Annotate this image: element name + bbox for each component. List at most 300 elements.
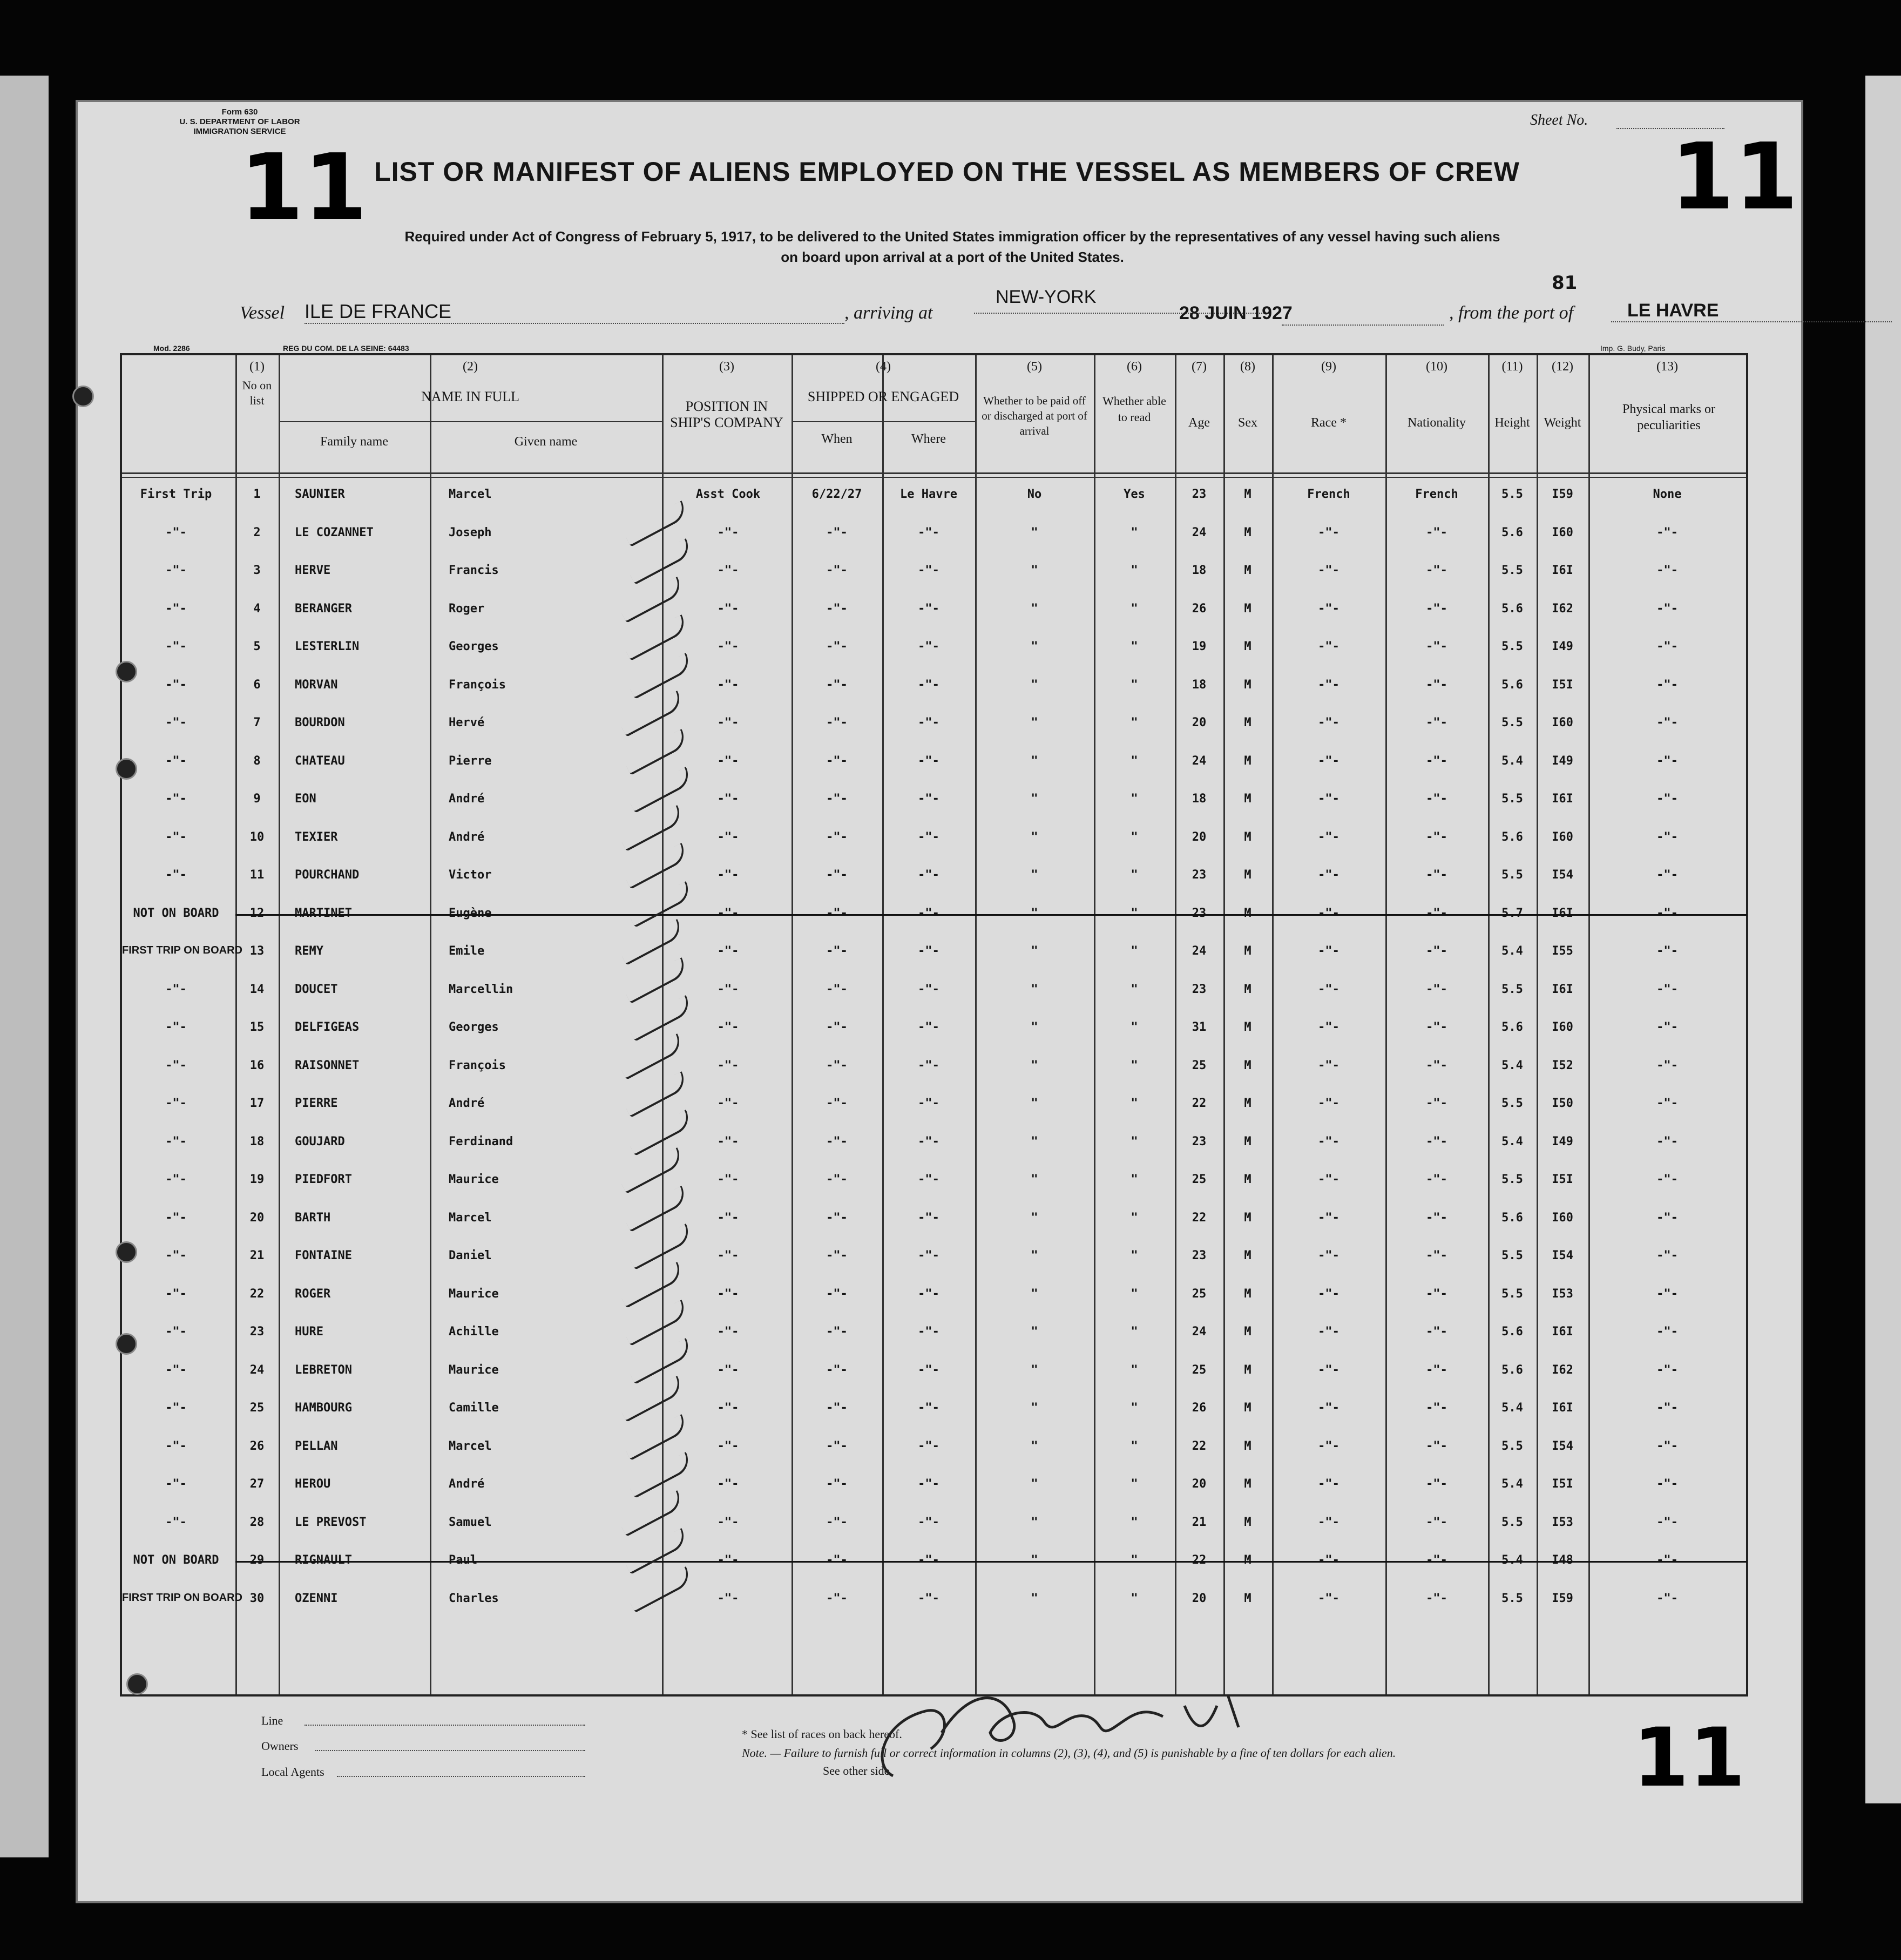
cell-where: -"- bbox=[918, 868, 939, 882]
cell-read: " bbox=[1131, 564, 1138, 577]
form-subtitle bbox=[218, 226, 1687, 267]
cell-when: -"- bbox=[826, 1325, 848, 1339]
cell-paid: " bbox=[1031, 1515, 1038, 1529]
owners-label: Owners bbox=[261, 1739, 299, 1753]
cell-race: -"- bbox=[1318, 1173, 1340, 1186]
cell-given: Hervé bbox=[449, 716, 485, 729]
cell-position: -"- bbox=[717, 754, 739, 768]
cell-no: 1 bbox=[253, 488, 261, 501]
cell-when: -"- bbox=[826, 754, 848, 768]
cell-given: Camille bbox=[449, 1401, 499, 1415]
cell-read: " bbox=[1131, 1553, 1138, 1567]
cell-sex: M bbox=[1244, 1058, 1251, 1072]
cell-weight: I60 bbox=[1552, 1020, 1573, 1034]
cell-where: -"- bbox=[918, 1287, 939, 1301]
cell-given: Joseph bbox=[449, 525, 492, 539]
cell-weight: I60 bbox=[1552, 525, 1573, 539]
cell-no: 3 bbox=[253, 564, 261, 577]
cell-when: -"- bbox=[826, 1058, 848, 1072]
cell-where: -"- bbox=[918, 1591, 939, 1605]
cell-read: " bbox=[1131, 1058, 1138, 1072]
cell-race: -"- bbox=[1318, 1211, 1340, 1225]
local-agents-label: Local Agents bbox=[261, 1765, 324, 1779]
cell-marks: -"- bbox=[1656, 830, 1678, 844]
form-number: Form 630 bbox=[221, 107, 258, 117]
cell-sex: M bbox=[1244, 564, 1251, 577]
cell-sex: M bbox=[1244, 1477, 1251, 1491]
cell-sex: M bbox=[1244, 716, 1251, 729]
cell-height: 5.4 bbox=[1501, 754, 1523, 768]
cell-family: HURE bbox=[295, 1325, 323, 1339]
cell-marks: -"- bbox=[1656, 1591, 1678, 1605]
cell-position: -"- bbox=[717, 868, 739, 882]
cell-nationality: -"- bbox=[1426, 906, 1447, 920]
cell-race: -"- bbox=[1318, 792, 1340, 806]
line-field bbox=[305, 1725, 585, 1726]
punch-hole bbox=[116, 661, 137, 682]
cell-family: MORVAN bbox=[295, 678, 338, 692]
cell-race: -"- bbox=[1318, 525, 1340, 539]
cell-sex: M bbox=[1244, 488, 1251, 501]
cell-marks: -"- bbox=[1656, 1401, 1678, 1415]
tick-mark bbox=[623, 1300, 690, 1346]
cell-position: -"- bbox=[717, 1058, 739, 1072]
cell-marks: -"- bbox=[1656, 1020, 1678, 1034]
cell-marks: -"- bbox=[1656, 1363, 1678, 1377]
cell-given: Pierre bbox=[449, 754, 492, 768]
col10-heading: Nationality bbox=[1408, 416, 1466, 430]
cell-given: François bbox=[449, 678, 506, 692]
cell-age: 25 bbox=[1192, 1287, 1207, 1301]
col8-number: (8) bbox=[1240, 360, 1255, 374]
cell-when: -"- bbox=[826, 1439, 848, 1453]
cell-sex: M bbox=[1244, 906, 1251, 920]
cell-nationality: -"- bbox=[1426, 944, 1447, 958]
cell-no: 23 bbox=[249, 1325, 265, 1339]
cell-where: -"- bbox=[918, 1439, 939, 1453]
cell-position: -"- bbox=[717, 1553, 739, 1567]
cell-when: -"- bbox=[826, 716, 848, 729]
sheet-number-bottom: 11 bbox=[1633, 1711, 1746, 1805]
cell-note: -"- bbox=[165, 1515, 187, 1529]
tick-mark bbox=[627, 767, 694, 813]
cell-where: -"- bbox=[918, 792, 939, 806]
cell-when: -"- bbox=[826, 1363, 848, 1377]
cell-when: 6/22/27 bbox=[811, 488, 862, 501]
cell-paid: " bbox=[1031, 1134, 1038, 1148]
cell-no: 6 bbox=[253, 678, 261, 692]
tick-mark bbox=[619, 1147, 686, 1194]
cell-family: PELLAN bbox=[295, 1439, 338, 1453]
cell-paid: " bbox=[1031, 754, 1038, 768]
cell-note: -"- bbox=[165, 1363, 187, 1377]
cell-where: -"- bbox=[918, 944, 939, 958]
cell-height: 5.5 bbox=[1501, 716, 1523, 729]
col5-number: (5) bbox=[1027, 360, 1042, 374]
col6-heading: Whether able to read bbox=[1102, 394, 1166, 424]
cell-family: ROGER bbox=[295, 1287, 331, 1301]
tick-mark bbox=[619, 691, 686, 737]
cell-age: 25 bbox=[1192, 1363, 1207, 1377]
cell-given: Achille bbox=[449, 1325, 499, 1339]
col9-heading: Race * bbox=[1311, 416, 1347, 430]
cell-position: -"- bbox=[717, 982, 739, 996]
cell-where: -"- bbox=[918, 1211, 939, 1225]
cell-where: -"- bbox=[918, 640, 939, 653]
cell-no: 10 bbox=[249, 830, 265, 844]
cell-weight: I6I bbox=[1552, 1401, 1573, 1415]
form-header bbox=[159, 107, 321, 137]
cell-no: 12 bbox=[249, 906, 265, 920]
tick-mark bbox=[623, 1186, 690, 1232]
cell-read: " bbox=[1131, 868, 1138, 882]
cell-sex: M bbox=[1244, 1325, 1251, 1339]
tick-mark bbox=[623, 501, 690, 547]
cell-read: " bbox=[1131, 1134, 1138, 1148]
cell-nationality: -"- bbox=[1426, 1439, 1447, 1453]
cell-note: -"- bbox=[165, 564, 187, 577]
cell-no: 13 bbox=[249, 944, 265, 958]
cell-family: SAUNIER bbox=[295, 488, 345, 501]
cell-weight: I60 bbox=[1552, 716, 1573, 729]
cell-family: LEBRETON bbox=[295, 1363, 352, 1377]
cell-nationality: -"- bbox=[1426, 1477, 1447, 1491]
cell-where: -"- bbox=[918, 1134, 939, 1148]
cell-height: 5.4 bbox=[1501, 1553, 1523, 1567]
cell-read: " bbox=[1131, 906, 1138, 920]
cell-weight: I54 bbox=[1552, 868, 1573, 882]
local-agents-field bbox=[337, 1776, 585, 1777]
cell-no: 18 bbox=[249, 1134, 265, 1148]
cell-paid: No bbox=[1027, 488, 1042, 501]
cell-age: 22 bbox=[1192, 1211, 1207, 1225]
sheet-number-left: 11 bbox=[240, 134, 368, 241]
cell-given: Maurice bbox=[449, 1363, 499, 1377]
subtitle-line-1: Required under Act of Congress of February 5, 1917, to be delivered to the United States immigration officer by the representatives of any vessel having such aliens bbox=[404, 228, 1500, 245]
cell-note: -"- bbox=[165, 1058, 187, 1072]
cell-height: 5.6 bbox=[1501, 1211, 1523, 1225]
cell-height: 5.5 bbox=[1501, 564, 1523, 577]
cell-note: -"- bbox=[165, 1439, 187, 1453]
cell-height: 5.6 bbox=[1501, 525, 1523, 539]
cell-paid: " bbox=[1031, 640, 1038, 653]
cell-given: Marcel bbox=[449, 1211, 492, 1225]
vessel-name: ILE DE FRANCE bbox=[305, 300, 844, 324]
cell-height: 5.6 bbox=[1501, 678, 1523, 692]
cell-race: -"- bbox=[1318, 868, 1340, 882]
cell-nationality: -"- bbox=[1426, 1211, 1447, 1225]
department: U. S. DEPARTMENT OF LABOR bbox=[179, 117, 300, 126]
cell-age: 24 bbox=[1192, 754, 1207, 768]
cell-no: 28 bbox=[249, 1515, 265, 1529]
cell-family: GOUJARD bbox=[295, 1134, 345, 1148]
cell-family: LESTERLIN bbox=[295, 640, 360, 653]
cell-position: -"- bbox=[717, 1020, 739, 1034]
cell-no: 27 bbox=[249, 1477, 265, 1491]
cell-weight: I52 bbox=[1552, 1058, 1573, 1072]
cell-height: 5.5 bbox=[1501, 640, 1523, 653]
cell-position: -"- bbox=[717, 830, 739, 844]
cell-where: -"- bbox=[918, 830, 939, 844]
cell-family: TEXIER bbox=[295, 830, 338, 844]
cell-paid: " bbox=[1031, 830, 1038, 844]
cell-read: " bbox=[1131, 1591, 1138, 1605]
cell-nationality: -"- bbox=[1426, 716, 1447, 729]
cell-nationality: -"- bbox=[1426, 792, 1447, 806]
cell-nationality: -"- bbox=[1426, 678, 1447, 692]
cell-age: 23 bbox=[1192, 982, 1207, 996]
cell-age: 18 bbox=[1192, 678, 1207, 692]
departure-port: LE HAVRE bbox=[1611, 300, 1892, 322]
cell-where: -"- bbox=[918, 1173, 939, 1186]
cell-no: 30 bbox=[249, 1591, 265, 1605]
cell-no: 7 bbox=[253, 716, 261, 729]
cell-sex: M bbox=[1244, 1134, 1251, 1148]
cell-marks: -"- bbox=[1656, 868, 1678, 882]
cell-race: -"- bbox=[1318, 982, 1340, 996]
tick-mark bbox=[623, 1528, 690, 1574]
cell-marks: -"- bbox=[1656, 564, 1678, 577]
cell-sex: M bbox=[1244, 1020, 1251, 1034]
cell-position: -"- bbox=[717, 1591, 739, 1605]
cell-marks: -"- bbox=[1656, 1325, 1678, 1339]
cell-where: -"- bbox=[918, 601, 939, 616]
cell-note: -"- bbox=[165, 525, 187, 539]
cell-race: -"- bbox=[1318, 1134, 1340, 1148]
cell-height: 5.4 bbox=[1501, 1401, 1523, 1415]
cell-given: Francis bbox=[449, 564, 499, 577]
cell-marks: -"- bbox=[1656, 792, 1678, 806]
cell-nationality: -"- bbox=[1426, 1249, 1447, 1262]
cell-given: Eugène bbox=[449, 906, 492, 920]
cell-given: Marcellin bbox=[449, 982, 513, 996]
voyage-line bbox=[240, 287, 1805, 330]
tick-mark bbox=[619, 919, 686, 965]
cell-race: -"- bbox=[1318, 601, 1340, 616]
cell-age: 22 bbox=[1192, 1097, 1207, 1110]
cell-note: NOT ON BOARD bbox=[133, 1553, 219, 1567]
cell-weight: I6I bbox=[1552, 906, 1573, 920]
cell-no: 25 bbox=[249, 1401, 265, 1415]
punch-hole bbox=[116, 1333, 137, 1355]
cell-age: 23 bbox=[1192, 906, 1207, 920]
cell-race: -"- bbox=[1318, 906, 1340, 920]
cell-paid: " bbox=[1031, 1287, 1038, 1301]
mod-number: Mod. 2286 bbox=[153, 344, 190, 353]
cell-note: -"- bbox=[165, 754, 187, 768]
cell-height: 5.6 bbox=[1501, 1020, 1523, 1034]
cell-marks: -"- bbox=[1656, 716, 1678, 729]
cell-sex: M bbox=[1244, 1401, 1251, 1415]
cell-nationality: -"- bbox=[1426, 754, 1447, 768]
cell-family: BERANGER bbox=[295, 601, 352, 616]
cell-no: 14 bbox=[249, 982, 265, 996]
cell-family: DOUCET bbox=[295, 982, 338, 996]
cell-nationality: -"- bbox=[1426, 1097, 1447, 1110]
col11-number: (11) bbox=[1501, 360, 1523, 374]
service: IMMIGRATION SERVICE bbox=[193, 127, 286, 136]
cell-given: Marcel bbox=[449, 488, 492, 501]
cell-family: HEROU bbox=[295, 1477, 331, 1491]
cell-weight: I60 bbox=[1552, 1211, 1573, 1225]
cell-note: -"- bbox=[165, 1287, 187, 1301]
cell-when: -"- bbox=[826, 1287, 848, 1301]
cell-read: " bbox=[1131, 1325, 1138, 1339]
cell-height: 5.7 bbox=[1501, 906, 1523, 920]
col12-number: (12) bbox=[1552, 360, 1573, 374]
header-divider bbox=[122, 472, 1746, 474]
cell-age: 20 bbox=[1192, 830, 1207, 844]
cell-height: 5.4 bbox=[1501, 1058, 1523, 1072]
cell-read: " bbox=[1131, 1439, 1138, 1453]
cell-nationality: -"- bbox=[1426, 564, 1447, 577]
cell-family: PIEDFORT bbox=[295, 1173, 352, 1186]
cell-position: -"- bbox=[717, 640, 739, 653]
cell-marks: -"- bbox=[1656, 601, 1678, 616]
tick-mark bbox=[619, 1033, 686, 1080]
races-note: * See list of races on back hereof. bbox=[742, 1727, 902, 1741]
cell-nationality: -"- bbox=[1426, 1515, 1447, 1529]
col8-heading: Sex bbox=[1238, 416, 1257, 430]
cell-weight: I50 bbox=[1552, 1097, 1573, 1110]
cell-read: " bbox=[1131, 1477, 1138, 1491]
cell-age: 24 bbox=[1192, 1325, 1207, 1339]
cell-when: -"- bbox=[826, 1591, 848, 1605]
cell-note: -"- bbox=[165, 1020, 187, 1034]
cell-sex: M bbox=[1244, 678, 1251, 692]
col11-heading: Height bbox=[1494, 416, 1530, 430]
cell-age: 25 bbox=[1192, 1173, 1207, 1186]
tick-mark bbox=[623, 957, 690, 1004]
cell-sex: M bbox=[1244, 792, 1251, 806]
cell-height: 5.6 bbox=[1501, 1325, 1523, 1339]
cell-weight: I49 bbox=[1552, 1134, 1573, 1148]
cell-sex: M bbox=[1244, 944, 1251, 958]
cell-height: 5.5 bbox=[1501, 868, 1523, 882]
cell-where: -"- bbox=[918, 678, 939, 692]
cell-note: -"- bbox=[165, 830, 187, 844]
cell-race: -"- bbox=[1318, 1249, 1340, 1262]
cell-paid: " bbox=[1031, 1173, 1038, 1186]
cell-no: 16 bbox=[249, 1058, 265, 1072]
cell-where: -"- bbox=[918, 1058, 939, 1072]
cell-read: " bbox=[1131, 982, 1138, 996]
cell-when: -"- bbox=[826, 1553, 848, 1567]
cell-weight: I6I bbox=[1552, 792, 1573, 806]
cell-no: 24 bbox=[249, 1363, 265, 1377]
cell-family: BARTH bbox=[295, 1211, 331, 1225]
cell-no: 21 bbox=[249, 1249, 265, 1262]
line-label: Line bbox=[261, 1714, 283, 1727]
cell-family: BOURDON bbox=[295, 716, 345, 729]
cell-position: -"- bbox=[717, 1401, 739, 1415]
cell-sex: M bbox=[1244, 982, 1251, 996]
cell-sex: M bbox=[1244, 1097, 1251, 1110]
tick-mark bbox=[627, 1566, 694, 1613]
cell-read: " bbox=[1131, 1363, 1138, 1377]
cell-nationality: -"- bbox=[1426, 1173, 1447, 1186]
cell-marks: -"- bbox=[1656, 1439, 1678, 1453]
cell-position: -"- bbox=[717, 1211, 739, 1225]
col6-number: (6) bbox=[1127, 360, 1142, 374]
col13-number: (13) bbox=[1656, 360, 1678, 374]
cell-where: -"- bbox=[918, 716, 939, 729]
cell-paid: " bbox=[1031, 792, 1038, 806]
punch-hole bbox=[116, 1241, 137, 1263]
cell-sex: M bbox=[1244, 601, 1251, 616]
cell-nationality: -"- bbox=[1426, 1134, 1447, 1148]
cell-race: -"- bbox=[1318, 640, 1340, 653]
cell-nationality: -"- bbox=[1426, 640, 1447, 653]
cell-nationality: -"- bbox=[1426, 601, 1447, 616]
vessel-label: Vessel bbox=[240, 303, 285, 323]
cell-family: HERVE bbox=[295, 564, 331, 577]
col10-number: (10) bbox=[1426, 360, 1447, 374]
cell-sex: M bbox=[1244, 830, 1251, 844]
tick-mark bbox=[623, 1071, 690, 1118]
cell-weight: I55 bbox=[1552, 944, 1573, 958]
cell-race: -"- bbox=[1318, 1439, 1340, 1453]
cell-marks: -"- bbox=[1656, 525, 1678, 539]
crew-table bbox=[120, 353, 1748, 1697]
cell-read: " bbox=[1131, 678, 1138, 692]
cell-marks: -"- bbox=[1656, 1173, 1678, 1186]
col4-where-heading: Where bbox=[911, 432, 946, 446]
cell-race: -"- bbox=[1318, 1515, 1340, 1529]
col3-number: (3) bbox=[719, 360, 734, 374]
cell-note: NOT ON BOARD bbox=[133, 906, 219, 920]
cell-sex: M bbox=[1244, 1211, 1251, 1225]
cell-when: -"- bbox=[826, 792, 848, 806]
cell-weight: I49 bbox=[1552, 640, 1573, 653]
cell-age: 26 bbox=[1192, 1401, 1207, 1415]
cell-sex: M bbox=[1244, 1287, 1251, 1301]
cell-read: " bbox=[1131, 754, 1138, 768]
cell-no: 2 bbox=[253, 525, 261, 539]
cell-paid: " bbox=[1031, 1553, 1038, 1567]
cell-race: -"- bbox=[1318, 1401, 1340, 1415]
cell-note: -"- bbox=[165, 1211, 187, 1225]
tick-mark bbox=[619, 577, 686, 623]
cell-age: 20 bbox=[1192, 1591, 1207, 1605]
cell-nationality: -"- bbox=[1426, 1591, 1447, 1605]
printer-credit: Imp. G. Budy, Paris bbox=[1600, 344, 1666, 353]
cell-age: 22 bbox=[1192, 1553, 1207, 1567]
cell-note: -"- bbox=[165, 1134, 187, 1148]
cell-paid: " bbox=[1031, 1097, 1038, 1110]
cell-when: -"- bbox=[826, 564, 848, 577]
cell-race: French bbox=[1307, 488, 1350, 501]
cell-sex: M bbox=[1244, 1439, 1251, 1453]
cell-age: 23 bbox=[1192, 1249, 1207, 1262]
cell-position: -"- bbox=[717, 944, 739, 958]
cell-race: -"- bbox=[1318, 716, 1340, 729]
punch-hole bbox=[72, 386, 94, 407]
cell-nationality: -"- bbox=[1426, 1058, 1447, 1072]
cell-sex: M bbox=[1244, 1363, 1251, 1377]
cell-marks: -"- bbox=[1656, 906, 1678, 920]
cell-family: HAMBOURG bbox=[295, 1401, 352, 1415]
cell-read: " bbox=[1131, 1401, 1138, 1415]
sheet-number-right: 11 bbox=[1670, 124, 1798, 231]
cell-position: -"- bbox=[717, 906, 739, 920]
tick-mark bbox=[627, 1224, 694, 1270]
col2-given-heading: Given name bbox=[514, 435, 578, 449]
col2-family-heading: Family name bbox=[320, 435, 388, 449]
cell-weight: I5I bbox=[1552, 1477, 1573, 1491]
cell-sex: M bbox=[1244, 1173, 1251, 1186]
from-port-label: , from the port of bbox=[1449, 303, 1574, 323]
